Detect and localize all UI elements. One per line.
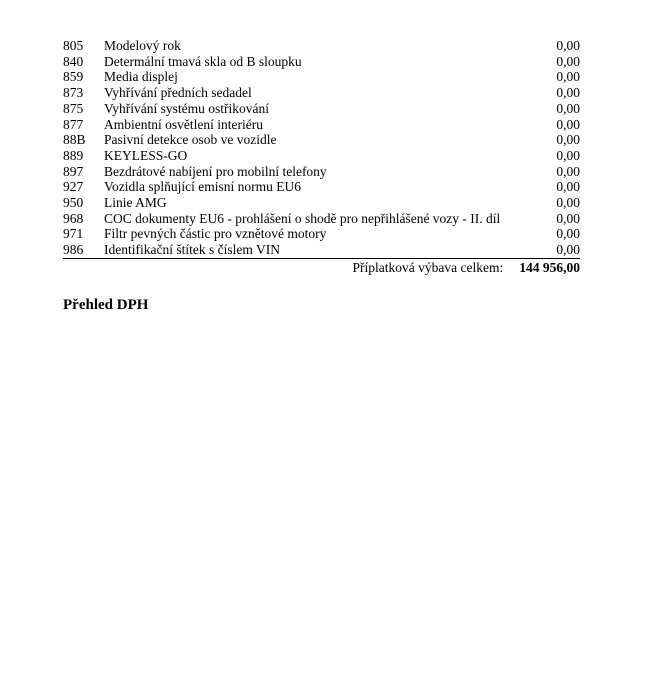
table-row <box>63 195 580 211</box>
option-price: 0,00 <box>556 100 580 116</box>
option-description: Bezdrátové nabíjení pro mobilní telefony <box>104 163 327 179</box>
option-code: 889 <box>63 147 84 163</box>
option-code: 859 <box>63 69 84 85</box>
table-row <box>63 85 580 101</box>
options-total-value: 144 956,00 <box>519 259 580 275</box>
table-row <box>63 38 580 54</box>
table-row <box>63 117 580 133</box>
vat-overview-heading: Přehled DPH <box>63 296 149 313</box>
option-code: 877 <box>63 116 84 132</box>
document-page <box>63 38 580 314</box>
option-code: 927 <box>63 179 84 195</box>
option-price: 0,00 <box>556 210 580 226</box>
table-row <box>63 148 580 164</box>
option-price: 0,00 <box>556 132 580 148</box>
option-code: 805 <box>63 38 84 53</box>
option-code: 897 <box>63 163 84 179</box>
options-table-body <box>63 38 580 258</box>
option-code: 950 <box>63 195 84 211</box>
table-row <box>63 226 580 242</box>
table-row <box>63 54 580 70</box>
table-row <box>63 132 580 148</box>
option-price: 0,00 <box>556 38 580 53</box>
option-code: 875 <box>63 100 84 116</box>
option-code: 986 <box>63 242 104 258</box>
option-description: Vozidla splňující emisní normu EU6 <box>104 179 301 195</box>
option-description: COC dokumenty EU6 - prohlášení o shodě pro nepřihlášené vozy - II. díl <box>104 210 501 226</box>
option-description: Determální tmavá skla od B sloupku <box>104 53 302 69</box>
option-description: Vyhřívání předních sedadel <box>104 85 252 101</box>
options-total-row <box>63 260 580 276</box>
options-table <box>63 38 580 259</box>
option-description: Ambientní osvětlení interiéru <box>104 116 263 132</box>
option-price: 0,00 <box>556 53 580 69</box>
option-price: 0,00 <box>556 147 580 163</box>
option-description: Linie AMG <box>104 195 167 211</box>
option-price: 0,00 <box>509 242 580 258</box>
option-description: Modelový rok <box>104 38 181 53</box>
option-description: KEYLESS-GO <box>104 147 188 163</box>
option-price: 0,00 <box>556 116 580 132</box>
table-row <box>63 211 580 227</box>
option-price: 0,00 <box>556 179 580 195</box>
option-price: 0,00 <box>556 69 580 85</box>
option-description: Filtr pevných částic pro vznětové motory <box>104 226 327 242</box>
option-code: 873 <box>63 85 84 101</box>
option-description: Pasivní detekce osob ve vozidle <box>104 132 277 148</box>
option-code: 968 <box>63 210 84 226</box>
option-code: 971 <box>63 226 84 242</box>
option-description: Identifikační štítek s číslem VIN <box>104 242 509 258</box>
options-total-label: Příplatková výbava celkem: <box>352 259 504 275</box>
table-row <box>63 69 580 85</box>
table-row <box>63 101 580 117</box>
table-row <box>63 242 580 258</box>
option-price: 0,00 <box>556 85 580 101</box>
option-price: 0,00 <box>556 163 580 179</box>
table-row <box>63 179 580 195</box>
option-price: 0,00 <box>556 195 580 211</box>
option-description: Vyhřívání systému ostřikování <box>104 100 269 116</box>
table-row <box>63 164 580 180</box>
option-code: 88B <box>63 132 86 148</box>
option-price: 0,00 <box>556 226 580 242</box>
option-code: 840 <box>63 53 84 69</box>
option-description: Media displej <box>104 69 178 85</box>
